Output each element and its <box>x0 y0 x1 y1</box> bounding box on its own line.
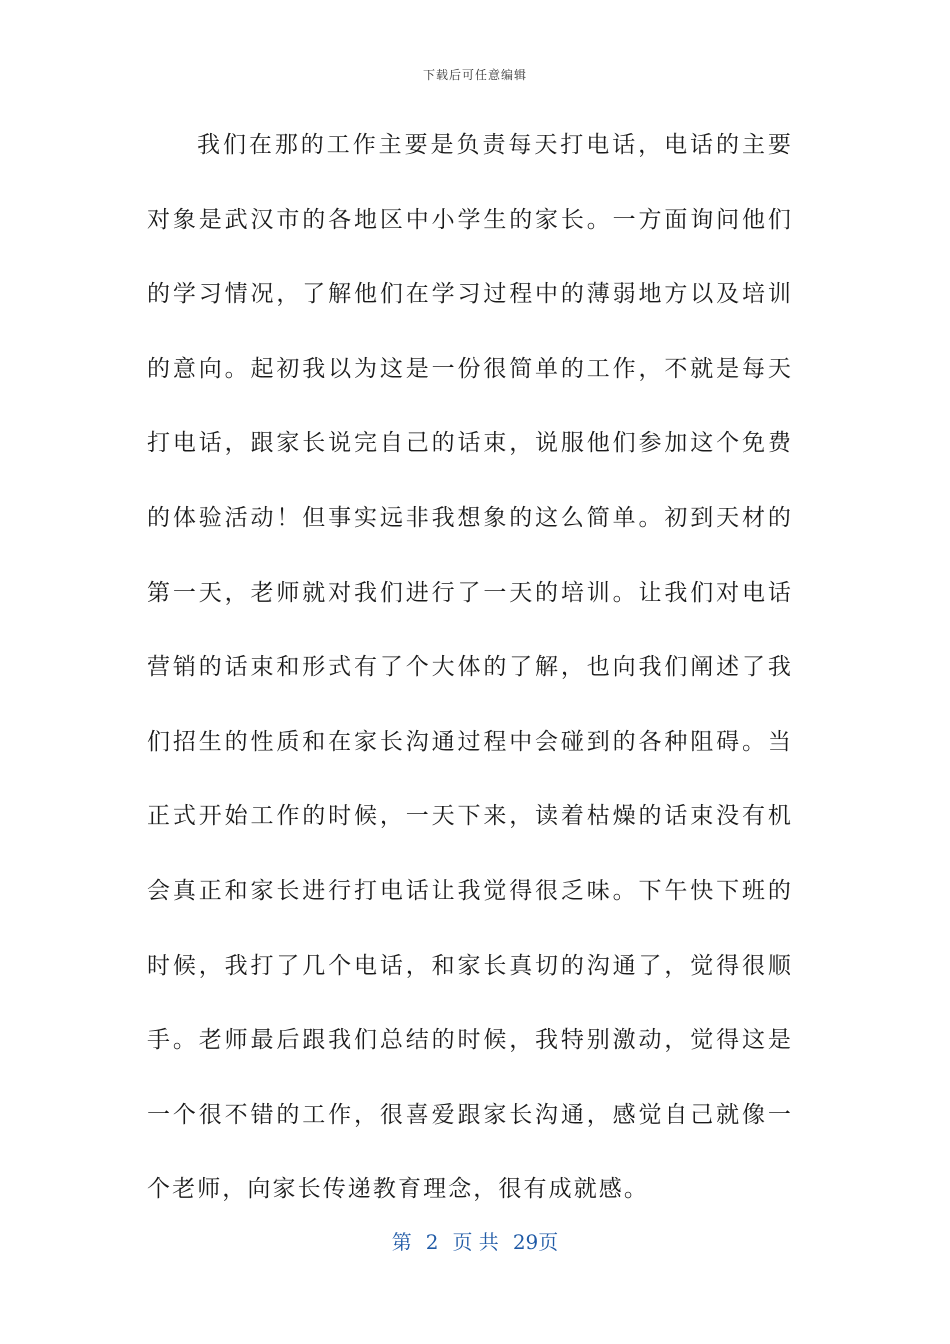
footer-prefix: 第 <box>391 1230 412 1254</box>
footer-suffix: 页 <box>538 1230 559 1254</box>
footer-middle: 页 共 <box>452 1230 499 1254</box>
page-header: 下载后可任意编辑 <box>422 68 527 82</box>
footer-total-pages: 29 <box>512 1230 539 1254</box>
page-footer <box>0 1226 950 1255</box>
footer-current-page: 2 <box>425 1230 439 1254</box>
body-paragraph: 我们在那的工作主要是负责每天打电话，电话的主要对象是武汉市的各地区中小学生的家长。一方面询问他们的学习情况，了解他们在学习过程中的薄弱地方以及培训的意向。起初我以为这是一份很简单的工作，不就是每天打电话，跟家长说完自己的话束，说服他们参加这个免费的体验活动！但事实远非我想象的这么简单。初到天材的第一天，老师就对我们进行了一天的培训。让我们对电话营销的话束和形式有了个大体的了解，也向我们阐述了我们招生的性质和在家长沟通过程中会碰到的各种阻碍。当正式开始工作的时候，一天下来，读着枯燥的话束没有机会真正和家长进行打电话让我觉得很乏味。下午快下班的时候，我打了几个电话，和家长真切的沟通了，觉得很顺手。老师最后跟我们总结的时候，我特别激动，觉得这是一个很不错的工作，很喜爱跟家长沟通，感觉自己就像一个老师，向家长传递教育理念，很有成就感。 <box>147 132 793 1203</box>
